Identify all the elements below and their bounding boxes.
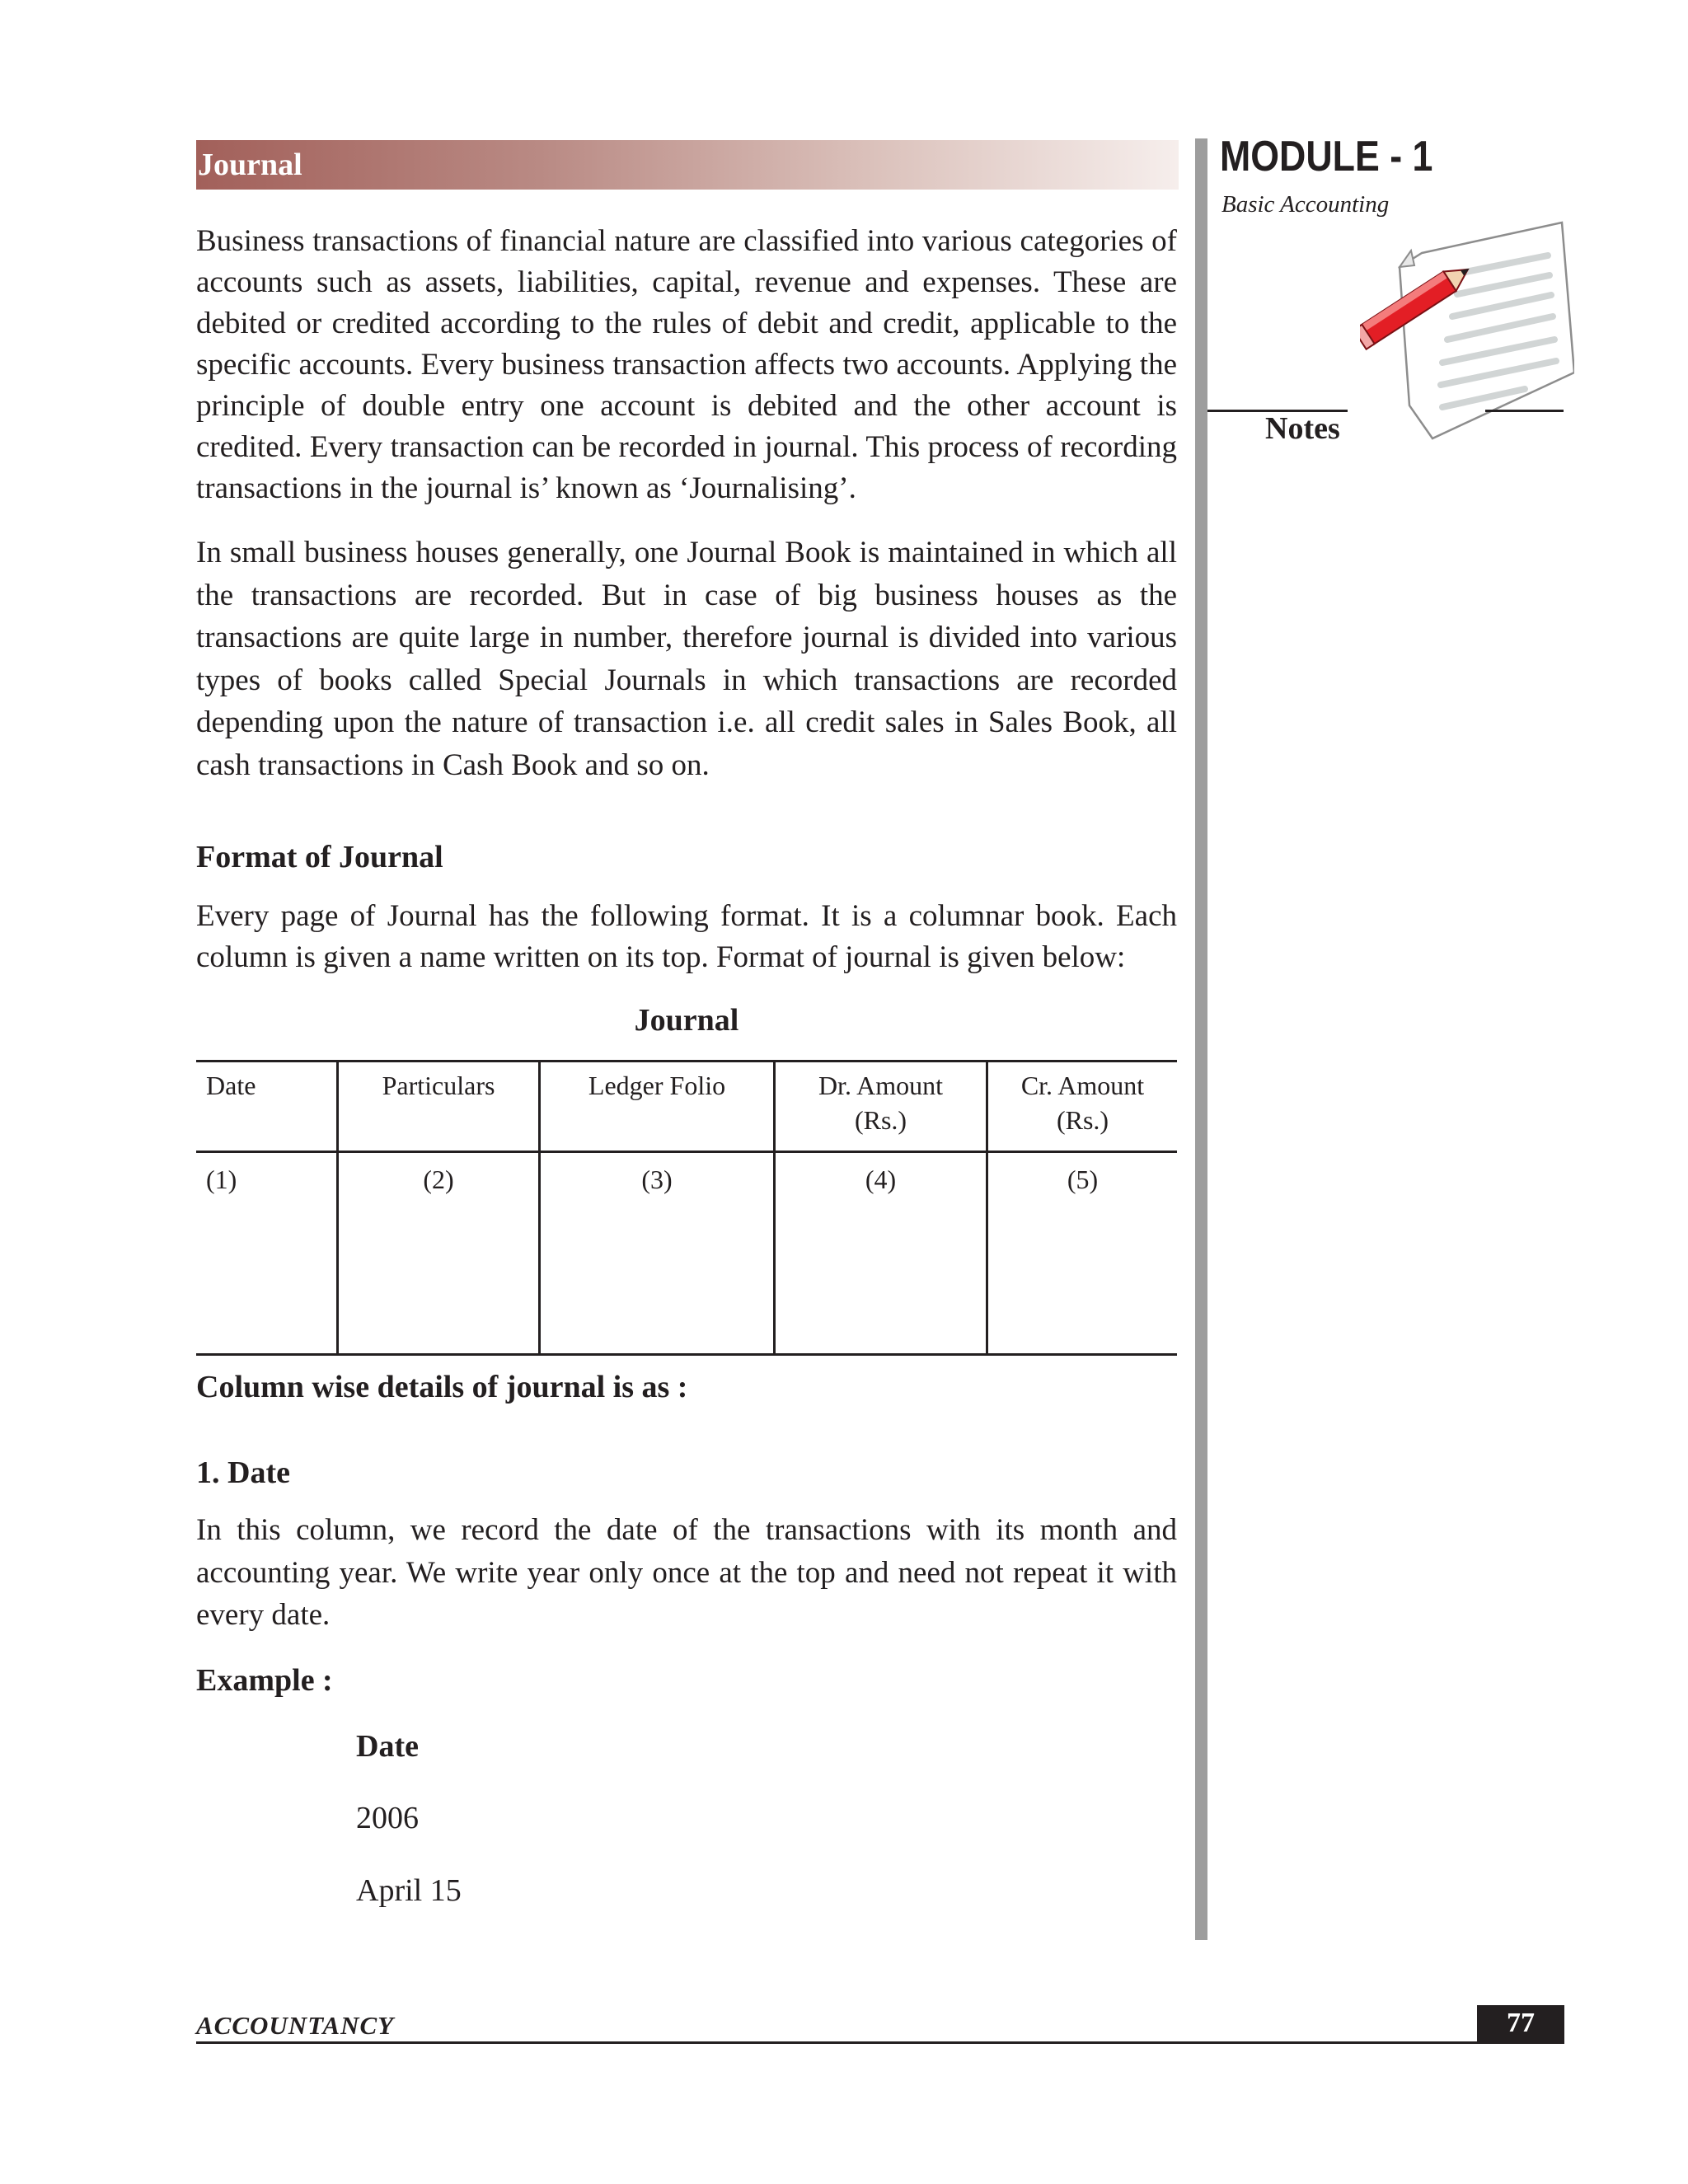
section-header-bar [196,140,1179,190]
page-number: 77 [1477,2005,1564,2044]
table-cell: (4) [865,1165,897,1194]
notes-rule [1485,410,1564,412]
format-paragraph: Every page of Journal has the following format. It is a columnar book. Each column is given a name written on its top. Format of journal is given below: [196,899,1177,974]
special-journals-paragraph: In small business houses generally, one Journal Book is maintained in which all the transactions are recorded. But in case of big business houses as the transactions are quite large in number, therefore journal is divided into various types of books called Special Journals in which transactions are recorded depending upon the nature of transaction i.e. all credit sales in Sales Book, all cash transactions in Cash Book and so on. [196,536,1177,782]
module-subtitle: Basic Accounting [1221,191,1390,218]
footer-rule [196,2041,1564,2044]
example-year: 2006 [356,1801,419,1835]
example-date: April 15 [356,1873,462,1908]
table-header-cell: Particulars [382,1071,495,1100]
column-details-heading: Column wise details of journal is as : [196,1370,688,1404]
date-paragraph: In this column, we record the date of the transactions with its month and accounting year. We write year only once at the top and need not repeat it with every date. [196,1513,1177,1632]
table-cell: (1) [206,1165,237,1194]
table-cell: (5) [1067,1165,1099,1194]
table-cell: (2) [423,1165,454,1194]
table-cell: (3) [641,1165,673,1194]
intro-paragraph: Business transactions of financial nature are classified into various categories of accounts such as assets, liabilities, capital, revenue and expenses. These are debited or credited according to the rules of debit and credit, applicable to the specific accounts. Every business transaction affects two accounts. Applying the principle of double entry one account is debited and the other account is credited. Every transaction can be recorded in journal. This process of recording transactions in the journal is’ known as ‘Journalising’. [196,224,1177,505]
table-header-cell: Date [206,1071,256,1100]
format-heading: Format of Journal [196,840,443,874]
table-column-rule [538,1060,541,1356]
table-rule [196,1353,1177,1356]
footer-subject: ACCOUNTANCY [196,2011,395,2040]
module-title: MODULE - 1 [1220,133,1433,180]
table-header-cell: Ledger Folio [588,1071,726,1100]
table-rule [196,1060,1177,1062]
table-header-cell: Cr. Amount (Rs.) [1020,1071,1145,1135]
section-title: Journal [198,148,302,182]
example-label: Example : [196,1663,333,1698]
table-column-rule [336,1060,339,1356]
table-header-cell: Dr. Amount (Rs.) [818,1071,944,1135]
table-caption: Journal [634,1003,739,1038]
date-heading: 1. Date [196,1455,290,1490]
notes-label: Notes [1265,411,1340,446]
table-rule [196,1151,1177,1153]
margin-divider [1195,138,1207,1940]
example-date-header: Date [356,1729,419,1764]
notes-pencil-icon [1360,216,1574,455]
